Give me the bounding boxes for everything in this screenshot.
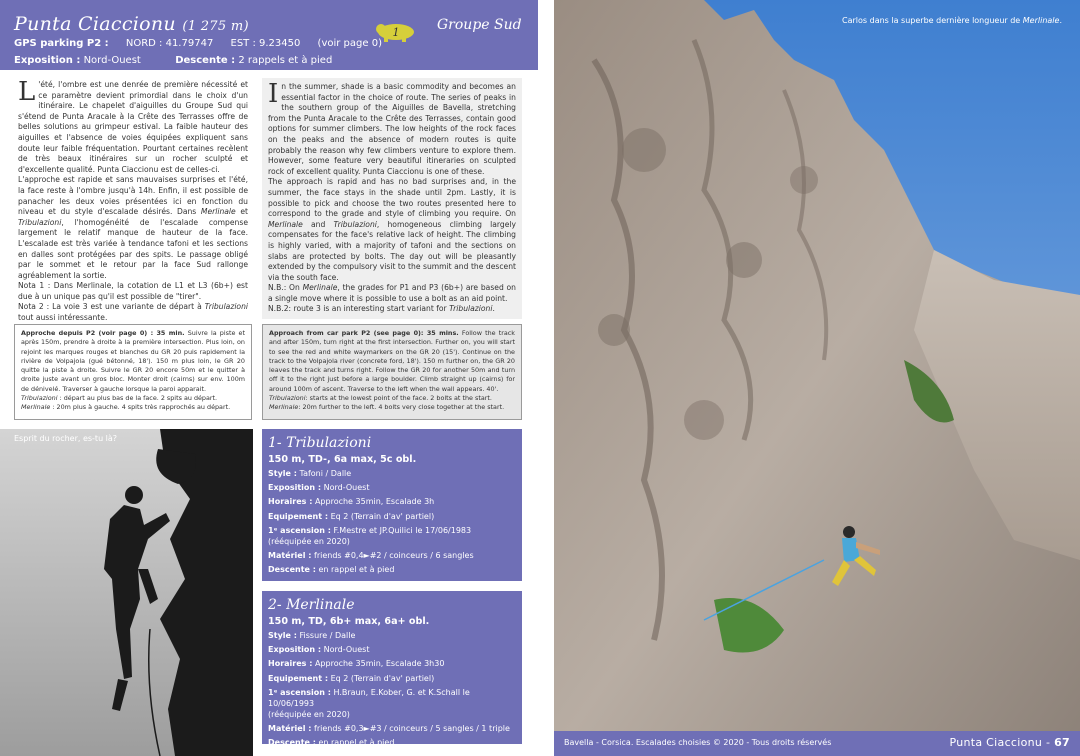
badge-number: 1 [392, 26, 400, 39]
route1-grade: 150 m, TD-, 6a max, 5c obl. [268, 454, 417, 465]
route1-materiel: Matériel : friends #0,4►#2 / coinceurs / 6 sangles [268, 550, 474, 560]
route1-style: Style : Tafoni / Dalle [268, 469, 352, 478]
fr-note-2: Nota 2 : La voie 3 est une variante de départ à Tribulazioni tout aussi intéressante. [18, 302, 248, 323]
route-card-tribulazioni [262, 429, 522, 581]
page-title [14, 13, 249, 35]
peak-altitude: (1 275 m) [182, 19, 249, 34]
route2-title: 2- Merlinale [268, 597, 355, 613]
climber-silhouette-photo [0, 429, 253, 756]
gps-line [14, 38, 382, 49]
approach-box-en: Approach from car park P2 (see page 0): 35 mins. Follow the track and after 150m, turn right at the first intersection. Further on, you will start to see the red and white waymarkers on the GR 20 (15'). Continue on the track to the Volpajola river (concrete ford, 18'). 150 m further on, the GR 20 leaves the track and turns right. Follow the GR 20 for another 50m and turn off it to the right just before a large boulder. Climb straight up (cairns) for around 100m of ascent. Traverse to the left when the wall appears. 40'. Tribulazioni: starts at the lowest point of the face. 2 bolts at the start. Merlinale: 20m further to the left. 4 bolts very close together at the start. [262, 324, 522, 420]
fr-p1: 'été, l'ombre est une denrée de première nécessité et ce paramètre devient primordial dans le choix d'un itinéraire. Le chapelet d'aiguilles du Groupe Sud qui s'étend de Punta Aracale à la Crête des Terrasses offre de belles solutions au grimpeur estival. La faible hauteur des aiguilles et l'absence de voies équipées expliquent sans doute leur faible fréquentation. Pourtant certaines recèlent de très beaux itinéraires sur un rocher sculpté et d'excellente qualité. Punta Ciaccionu est de celles-ci. [18, 80, 248, 174]
route1-horaires: Horaires : Approche 35min, Escalade 3h [268, 497, 435, 507]
descente-label: Descente : [175, 55, 236, 66]
route2-ascension: 1ᵉ ascension : H.Braun, E.Kober, G. et K.Schall le 10/06/1993 (rééquipée en 2020) [268, 687, 470, 719]
en-note-2: N.B.2: route 3 is an interesting start variant for Tribulazioni. [268, 304, 495, 314]
route1-equipement: Equipement : Eq 2 (Terrain d'av' partiel) [268, 511, 435, 521]
en-p1: n the summer, shade is a basic commodity and becomes an essential factor in the choice of route. The series of peaks in the southern group of the Aiguilles de Bavella, stretching from the Punta Aracale to the Crête des Terrasses, contain good options for summer climbers. The low heights of the rock faces on the peaks and the absence of modern routes is quite probably the reason why few climbers venture to explore them. However, some feature very beautiful itineraries on sculpted rock of excellent quality. Punta Ciaccionu is one of these. [268, 82, 516, 176]
gps-label: GPS parking P2 : [14, 38, 109, 49]
dropcap-l: L [18, 77, 36, 107]
peak-name: Punta Ciaccionu [14, 13, 176, 35]
right-page [554, 0, 1080, 756]
footer-page-ref: Punta Ciaccionu - 67 [949, 736, 1070, 749]
route2-grade: 150 m, TD, 6b+ max, 6a+ obl. [268, 616, 430, 627]
left-page [0, 0, 538, 756]
english-column [262, 78, 522, 319]
en-approach-paragraph: The approach is rapid and has no bad surprises and, in the summer, the face stays in the shade until 2pm. Lastly, it is possible to pick and choose the two routes presented here to correspond to the grade and style of climbing you require. On Merlinale and Tribulazioni, homogeneous climbing largely compensates for the face's relative lack of height. The climbing is highly varied, with a majority of tafoni and the sections on slabs are protected by bolts. The day out will be pleasantly extended by the compulsory visit to the summit and the descent via the south face. [268, 177, 516, 282]
en-intro [268, 79, 516, 177]
silhouette-caption: Esprit du rocher, es-tu là? [14, 434, 118, 443]
route2-horaires: Horaires : Approche 35min, Escalade 3h30 [268, 659, 445, 669]
descente-value: 2 rappels et à pied [238, 55, 333, 66]
route2-equipement: Equipement : Eq 2 (Terrain d'av' partiel) [268, 673, 435, 683]
fr-approach-paragraph: L'approche est rapide et sans mauvaises surprises et l'été, la face reste à l'ombre jusqu'à 14h. Enfin, il est possible de panacher les deux voies présentées ici en fonction du niveau et du style d'escalade désirés. Dans Merlinale et Tribulazioni, l'homogénéité de l'escalade compense largement le relatif manque de hauteur de la face. L'escalade est très variée à tendance tafoni et les sections en dalles sont protégées par des spits. Le passage obligé par le sommet et le retour par la face Sud rallonge agréablement la sortie. [18, 175, 248, 280]
page-number: 67 [1054, 736, 1070, 749]
silhouette-graphic [0, 429, 253, 756]
dropcap-i: I [268, 79, 279, 109]
page-header [0, 0, 538, 70]
route2-descente: Descente : en rappel et à pied [268, 738, 395, 748]
route1-ascension: 1ᵉ ascension : F.Mestre et JP.Quilici le 17/06/1983 (rééquipée en 2020) [268, 525, 472, 546]
fr-intro [18, 77, 248, 175]
gps-north: NORD : 41.79747 [125, 38, 214, 49]
fr-note-1: Nota 1 : Dans Merlinale, la cotation de L1 et L3 (6b+) est due à un unique pas qu'il est possible de "tirer". [18, 281, 248, 301]
route2-materiel: Matériel : friends #0,3►#3 / coinceurs / 5 sangles / 1 triple [268, 723, 510, 733]
climbing-photo [554, 0, 1080, 756]
page-footer [554, 731, 1080, 756]
route1-descente: Descente : en rappel et à pied [268, 565, 395, 575]
page-gutter [538, 0, 554, 756]
gps-east: EST : 9.23450 [230, 38, 301, 49]
route2-style: Style : Fissure / Dalle [268, 631, 356, 640]
route1-expo: Exposition : Nord-Ouest [268, 483, 370, 493]
expo-line [14, 55, 332, 66]
footer-peak-name: Punta Ciaccionu [949, 736, 1043, 749]
approach-box-fr: Approche depuis P2 (voir page 0) : 35 min. Suivre la piste et après 150m, prendre à droite à la première intersection. Plus loin, on rejoint les marques rouges et blanches du GR 20 puis rapidement la rivière de Volpajola (gué bétonné, 18'). 150 m plus loin, le GR 20 quitte la piste à droite. Suivre le GR 20 encore 50m et le quitter à droite juste avant un gros bloc. Monter droit (cairns) sur env. 100m de dénivelé. Traverser à gauche lorsque la paroi apparait. Tribulazioni : départ au plus bas de la face. 2 spits au départ. Merlinale : 20m plus à gauche. 4 spits très rapprochés au départ. [14, 324, 252, 420]
route1-title: 1- Tribulazioni [268, 435, 372, 451]
footer-copyright: Bavella - Corsica. Escalades choisies © 2020 - Tous droits réservés [564, 738, 832, 747]
en-note-1: N.B.: On Merlinale, the grades for P1 and P3 (6b+) are based on a single move where it is possible to use a bolt as an aid point. [268, 283, 516, 303]
gps-note: (voir page 0) [317, 38, 382, 49]
route2-expo: Exposition : Nord-Ouest [268, 645, 370, 655]
group-label: Groupe Sud [437, 17, 522, 33]
french-column [18, 77, 248, 324]
exposition-value: Nord-Ouest [83, 55, 141, 66]
exposition-label: Exposition : [14, 55, 81, 66]
route-card-merlinale [262, 591, 522, 748]
photo-caption: Carlos dans la superbe dernière longueur de Merlinale. [842, 16, 1062, 25]
